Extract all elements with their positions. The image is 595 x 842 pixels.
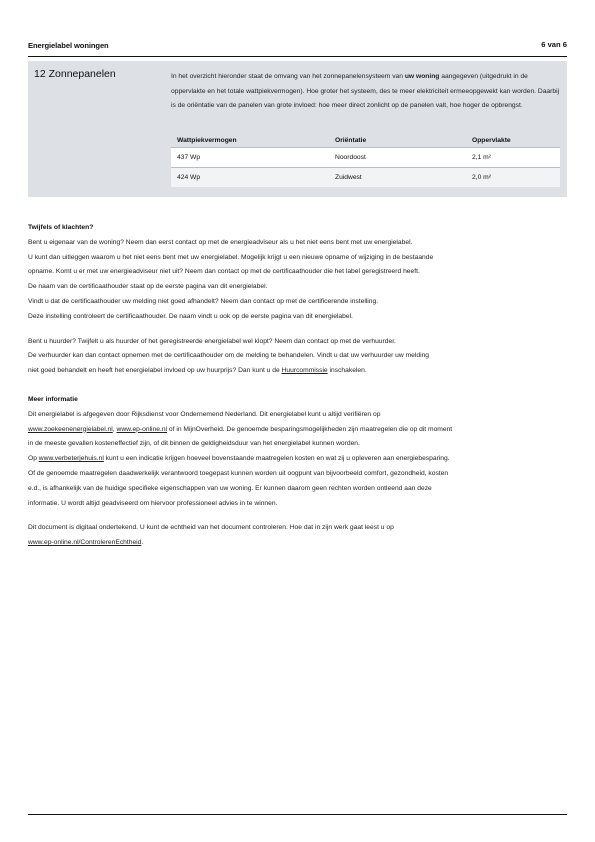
intro-text-2: aangegeven (uitgedrukt in de oppervlakte en het totale wattpiekvermogen). Hoe groter het systeem, des te meer elektriciteit ermeeopgewekt kan worden. Daarbij is de oriëntatie van de panelen van grote invloed: hoe meer direct zonlicht op de panelen valt, hoe hoger de opbrengst. <box>171 73 560 110</box>
ep-online-link[interactable]: www.ep-online.nl <box>116 425 168 433</box>
paragraph-line: De naam van de certificaathouder staat op de eerste pagina van dit energielabel. <box>28 283 268 291</box>
text-segment: of in MijnOverheid. De genoemde besparingsmogelijkheden zijn maatregelen die op dit moment <box>167 425 453 433</box>
paragraph-line: Bent u huurder? Twijfelt u als huurder of het geregistreerde energielabel wel klopt? Neem dan contact op met de verhuurder. <box>28 337 396 345</box>
zoekeenenergielabel-link[interactable]: www.zoekeenenergielabel.nl <box>28 425 113 433</box>
paragraph-line: Dit energielabel is afgegeven door Rijksdienst voor Ondernemend Nederland. Dit energielabel kunt u altijd verifiëren op <box>28 410 381 418</box>
paragraph-line: Bent u eigenaar van de woning? Neem dan eerst contact op met de energieadviseur als u het niet eens bent met uw energielabel. <box>28 238 413 246</box>
table-row <box>171 148 560 168</box>
huurcommissie-link[interactable]: Huurcommissie <box>281 367 328 375</box>
paragraph-line: Vindt u dat de certificaathouder uw melding niet goed afhandelt? Neem dan contact op met de certificerende instelling. <box>28 297 379 305</box>
footer-divider <box>28 814 567 815</box>
solar-panels-section <box>28 61 567 197</box>
text-segment: Op <box>28 455 39 463</box>
spacer <box>28 511 567 521</box>
paragraph-line: Dit document is digitaal ondertekend. U kunt de echtheid van het document controleren. Hoe dat in zijn werk gaat leest u op <box>28 524 394 532</box>
paragraph-line <box>28 364 567 379</box>
table-header-row <box>171 133 560 148</box>
paragraph-line <box>28 536 567 551</box>
paragraph-line <box>28 452 567 467</box>
column-header-wattpeak: Wattpiekvermogen <box>177 136 237 144</box>
column-header-orientation: Oriëntatie <box>335 136 367 144</box>
more-info-heading: Meer informatie <box>28 395 78 403</box>
spacer <box>28 325 567 335</box>
text-segment: niet goed behandelt en heeft het energielabel invloed op uw huurprijs? Dan kunt u de <box>28 367 282 375</box>
paragraph-line: in de meeste gevallen kosteneffectief zijn, of dit binnen de geldigheidsduur van het energielabel kunnen worden. <box>28 440 360 448</box>
cell-wattpeak: 437 Wp <box>171 148 329 168</box>
intro-bold: uw woning <box>404 73 440 80</box>
paragraph-line: U kunt dan uitleggen waarom u het niet eens bent met uw energielabel. Mogelijk krijgt u een nieuwe opname of wijziging in de bestaande <box>28 253 434 261</box>
text-segment: , <box>112 425 117 433</box>
header-divider <box>28 56 567 57</box>
cell-orientation: Zuidwest <box>329 168 466 188</box>
controleren-echtheid-link[interactable]: www.ep-online.nl/ControlerenEchtheid <box>28 539 142 547</box>
section-title: 12 Zonnepanelen <box>34 68 116 80</box>
text-segment: inschakelen. <box>327 367 367 375</box>
body-text <box>28 221 567 551</box>
intro-text-1: In het overzicht hieronder staat de omvang van het zonnepanelensysteem van <box>171 73 405 80</box>
paragraph-line: opname. Komt u er met uw energieadviseur niet uit? Neem dan contact op met de certificaathouder die het label geregistreerd heeft. <box>28 268 420 276</box>
paragraph-line: Deze instelling controleert de certificaathouder. De naam vindt u ook op de eerste pagina van dit energielabel. <box>28 312 353 320</box>
paragraph-line: De verhuurder kan dan contact opnemen met de certificaathouder om de melding te behandelen. Vindt u dat uw verhuurder uw melding <box>28 352 430 360</box>
spacer <box>28 379 567 393</box>
paragraph-line: informatie. U wordt altijd geadviseerd om hiervoor professioneel advies in te winnen. <box>28 499 278 507</box>
paragraph-line <box>28 423 567 438</box>
solar-panels-table <box>171 133 560 187</box>
table-row <box>171 168 560 188</box>
paragraph-line: Of de genoemde maatregelen daadwerkelijk verantwoord toegepast kunnen worden uit oogpunt van bijvoorbeeld comfort, gezondheid, kosten <box>28 469 449 477</box>
section-intro <box>171 70 563 114</box>
page-header <box>28 39 567 53</box>
column-header-area: Oppervlakte <box>472 136 511 144</box>
cell-area: 2,1 m² <box>466 148 560 168</box>
cell-area: 2,0 m² <box>466 168 560 188</box>
paragraph-line: e.d., is afhankelijk van de huidige specifieke eigenschappen van uw woning. Er kunnen daarom geen rechten worden ontleend aan deze <box>28 484 432 492</box>
text-segment: . <box>141 539 144 547</box>
complaints-heading: Twijfels of klachten? <box>28 224 94 231</box>
verbeterjehuis-link[interactable]: www.verbeterjehuis.nl <box>38 455 104 463</box>
text-segment: kunt u een indicatie krijgen hoeveel bovenstaande maatregelen kosten en wat zij u opleveren aan energiebesparing. <box>103 455 450 463</box>
page-number: 6 van 6 <box>541 40 567 49</box>
document-page <box>28 0 567 842</box>
document-title: Energielabel woningen <box>28 41 109 50</box>
cell-wattpeak: 424 Wp <box>171 168 329 188</box>
cell-orientation: Noordoost <box>329 148 466 168</box>
